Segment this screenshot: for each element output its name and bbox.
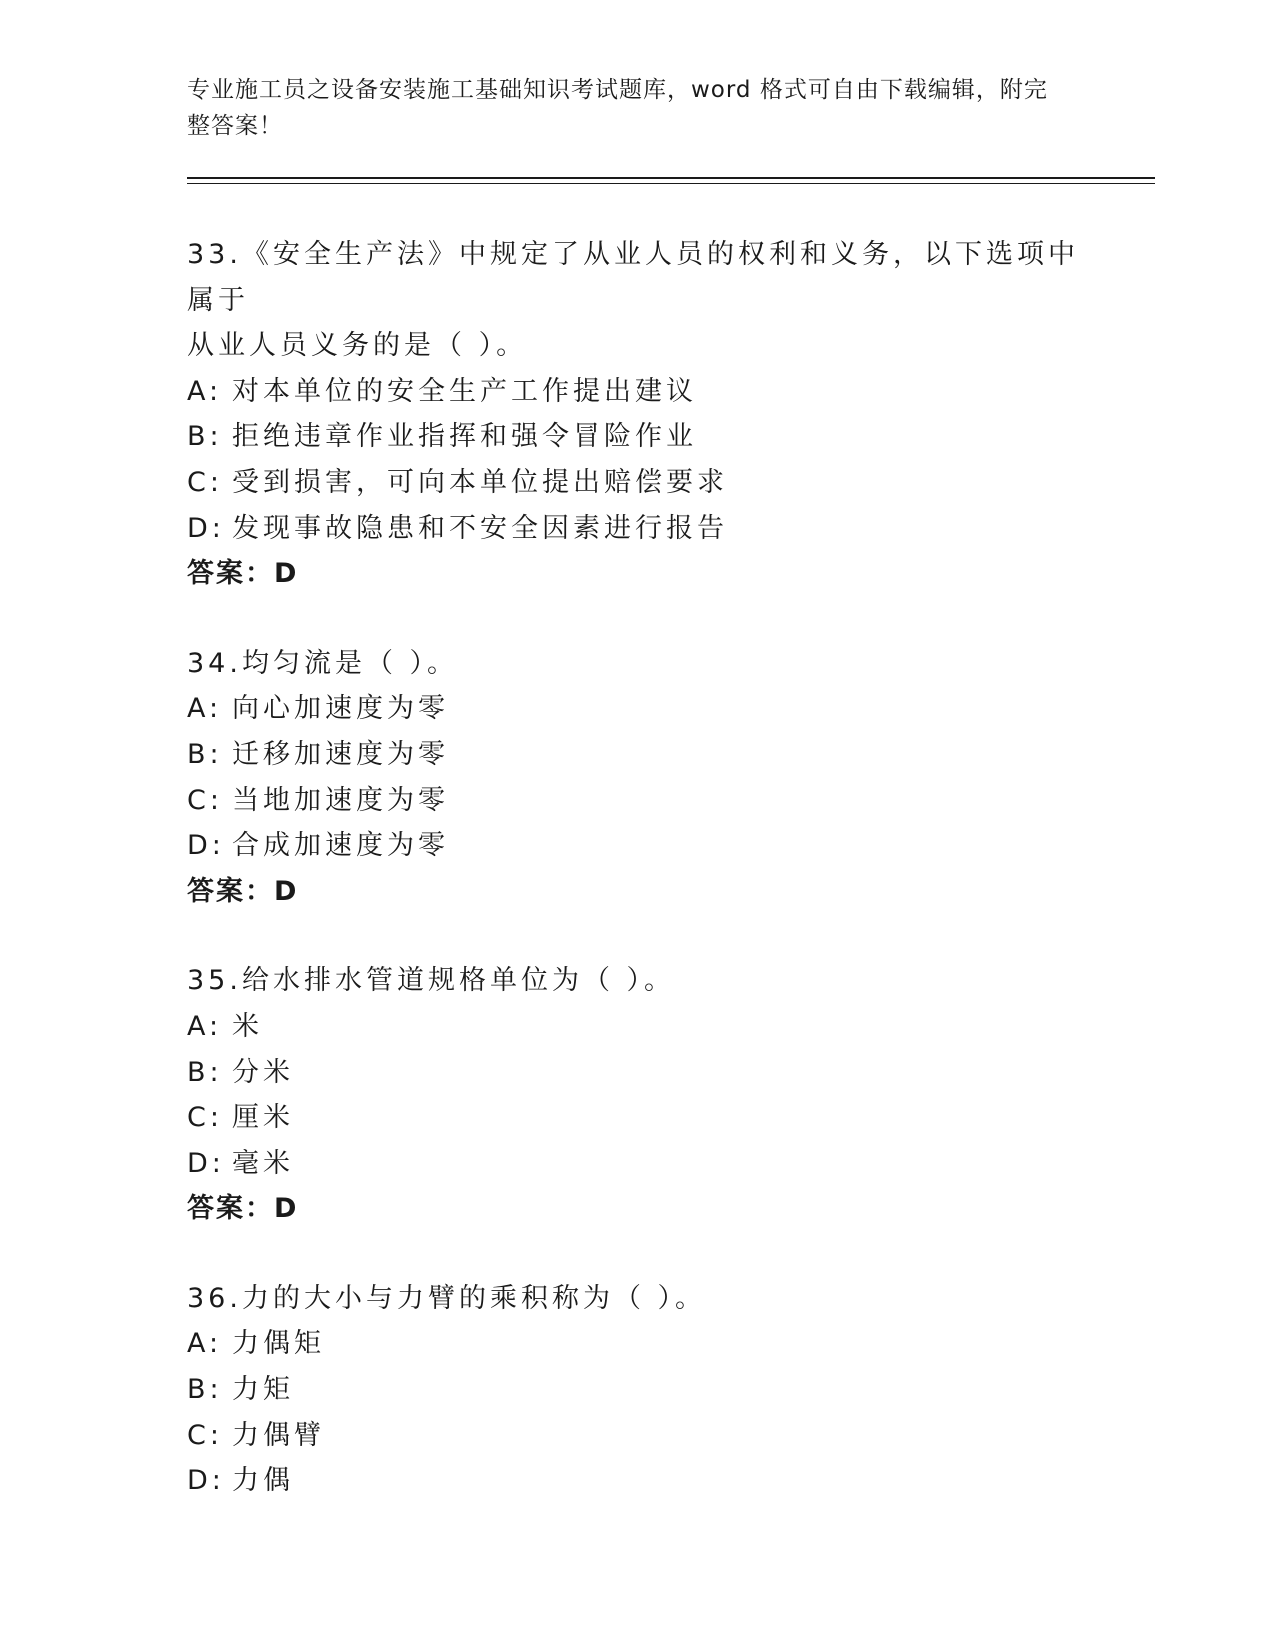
header-divider-thick (187, 177, 1155, 179)
answer-line: 答案：D (187, 558, 299, 590)
option-text: 力矩 (232, 1374, 294, 1406)
option-b (187, 1367, 1107, 1413)
option-d (187, 1458, 1107, 1504)
option-key: A: (187, 1328, 223, 1360)
option-b (187, 732, 1107, 778)
option-b (187, 414, 1107, 460)
question-list (187, 232, 1107, 1548)
option-text: 厘米 (232, 1102, 294, 1134)
option-a (187, 1321, 1107, 1367)
option-key: C: (187, 466, 223, 498)
answer-line: 答案：D (187, 1193, 299, 1225)
option-c (187, 1413, 1107, 1459)
option-key: A: (187, 1010, 223, 1042)
option-text: 毫米 (232, 1147, 294, 1179)
option-text: 力偶矩 (232, 1328, 325, 1360)
option-text: 力偶 (232, 1465, 294, 1497)
option-key: D: (187, 1147, 225, 1179)
header-divider-thin (187, 183, 1155, 184)
option-a (187, 686, 1107, 732)
option-d (187, 1141, 1107, 1187)
question-stem-line: 35.给水排水管道规格单位为（ ）。 (187, 965, 676, 997)
question-34 (187, 641, 1107, 915)
question-stem-line: 从业人员义务的是（ ）。 (187, 330, 528, 362)
option-key: B: (187, 738, 223, 770)
option-key: B: (187, 421, 223, 453)
option-c (187, 1095, 1107, 1141)
option-key: C: (187, 784, 223, 816)
option-text: 分米 (232, 1056, 294, 1088)
question-stem-line: 33.《安全生产法》中规定了从业人员的权利和义务，以下选项中属于 (187, 239, 1079, 316)
option-key: A: (187, 693, 223, 725)
option-key: B: (187, 1374, 223, 1406)
option-text: 米 (232, 1010, 263, 1042)
option-text: 合成加速度为零 (232, 830, 449, 862)
question-33 (187, 232, 1107, 597)
question-stem-line: 36.力的大小与力臂的乘积称为（ ）。 (187, 1282, 707, 1314)
option-key: C: (187, 1419, 223, 1451)
option-text: 迁移加速度为零 (232, 738, 449, 770)
option-c (187, 778, 1107, 824)
option-text: 当地加速度为零 (232, 784, 449, 816)
option-text: 受到损害，可向本单位提出赔偿要求 (232, 466, 728, 498)
option-a (187, 369, 1107, 415)
option-text: 拒绝违章作业指挥和强令冒险作业 (232, 421, 697, 453)
option-text: 向心加速度为零 (232, 693, 449, 725)
option-key: D: (187, 512, 225, 544)
document-header: 专业施工员之设备安装施工基础知识考试题库，word 格式可自由下载编辑，附完整答案！ (187, 77, 1048, 139)
answer-line: 答案：D (187, 875, 299, 907)
option-a (187, 1004, 1107, 1050)
option-b (187, 1050, 1107, 1096)
option-d (187, 823, 1107, 869)
option-key: B: (187, 1056, 223, 1088)
option-key: C: (187, 1102, 223, 1134)
question-36 (187, 1276, 1107, 1504)
option-key: D: (187, 1465, 225, 1497)
option-c (187, 460, 1107, 506)
question-stem-line: 34.均匀流是（ ）。 (187, 647, 459, 679)
option-key: D: (187, 830, 225, 862)
option-text: 发现事故隐患和不安全因素进行报告 (232, 512, 728, 544)
option-text: 力偶臂 (232, 1419, 325, 1451)
option-key: A: (187, 375, 223, 407)
option-d (187, 506, 1107, 552)
option-text: 对本单位的安全生产工作提出建议 (232, 375, 697, 407)
question-35 (187, 958, 1107, 1232)
